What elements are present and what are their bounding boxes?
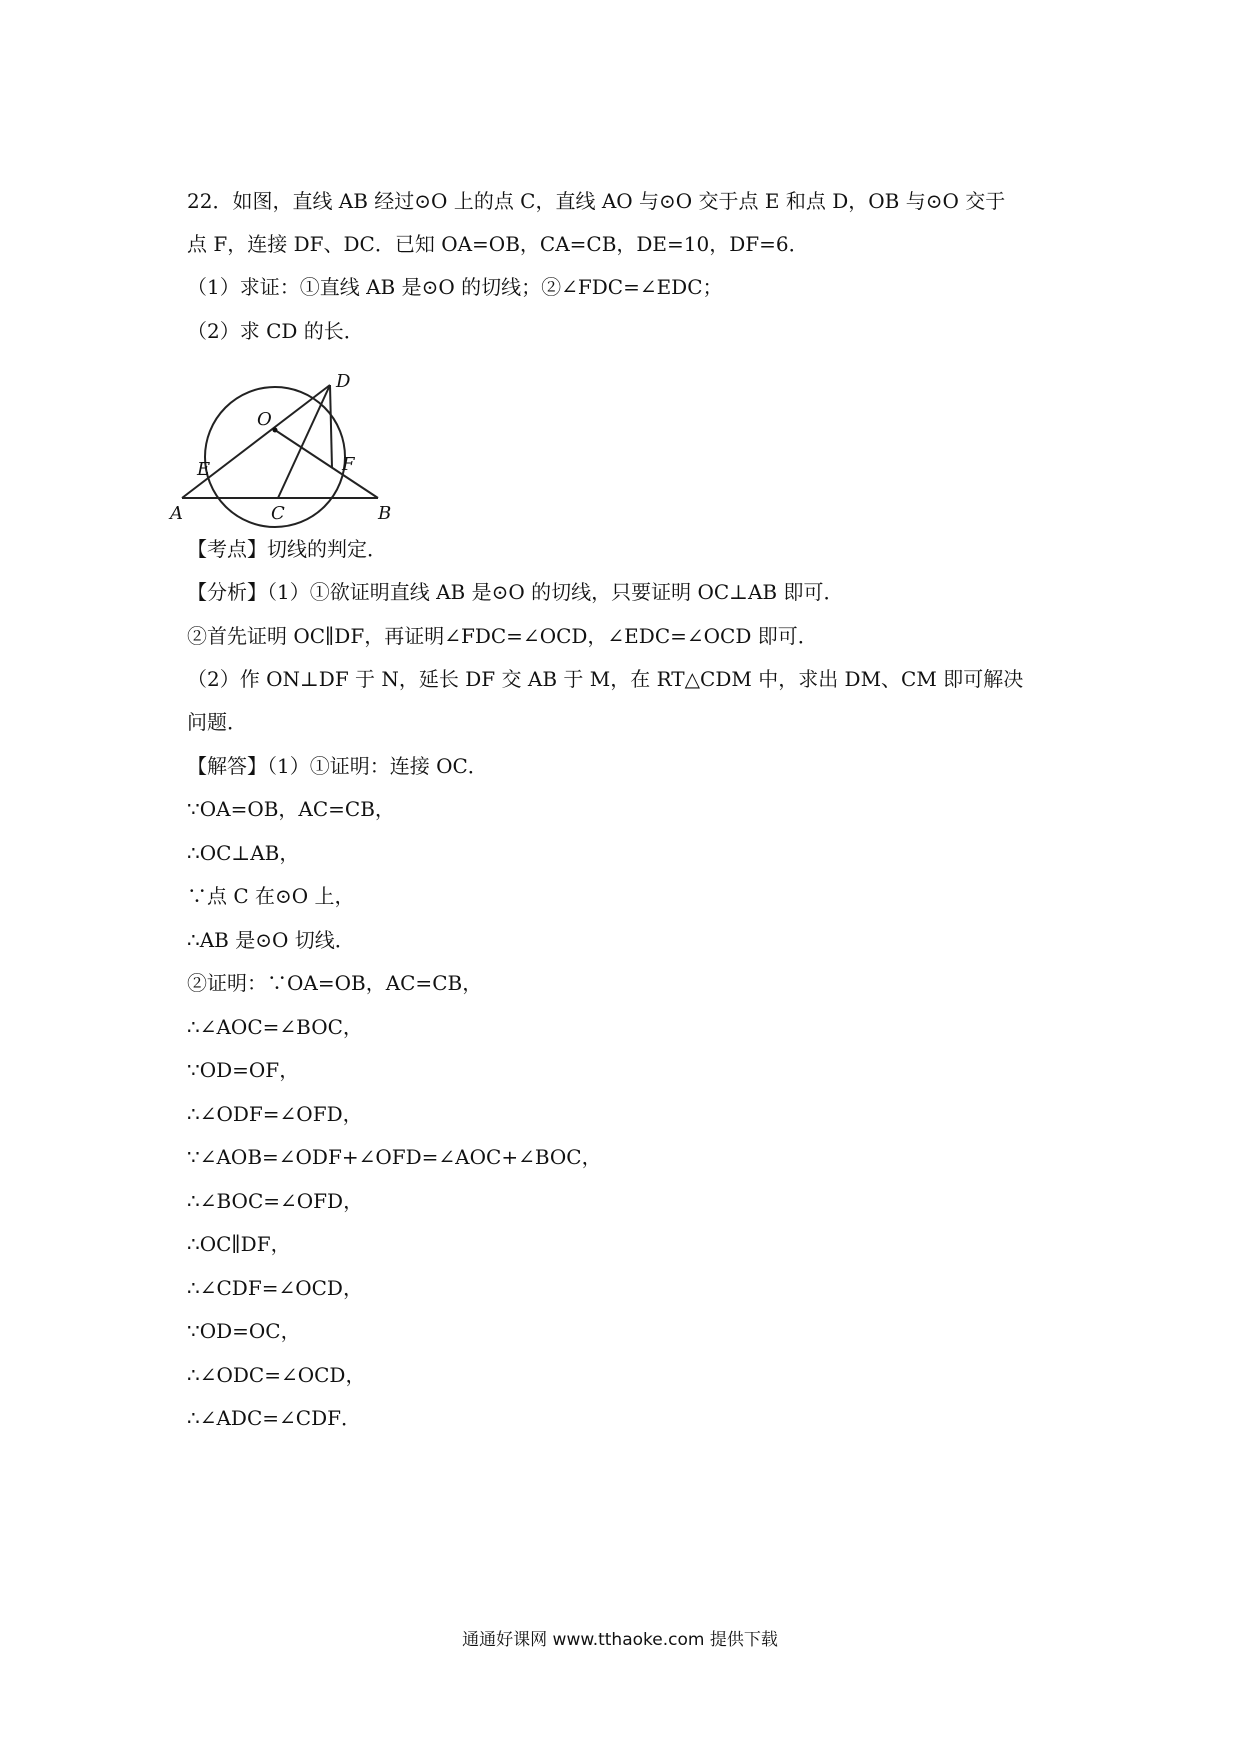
- label-c: C: [271, 503, 285, 524]
- step-line: ∴∠BOC=∠OFD，: [187, 1189, 364, 1213]
- step-line: ∵点 C 在⊙O 上，: [187, 884, 355, 908]
- label-e: E: [197, 459, 211, 480]
- question-2: （2）求 CD 的长．: [187, 319, 364, 343]
- label-o: O: [257, 409, 272, 430]
- kaodian: 【考点】切线的判定．: [187, 537, 387, 561]
- jieda: 【解答】（1）①证明：连接 OC．: [187, 754, 488, 778]
- step-line: ∴∠ADC=∠CDF．: [187, 1406, 361, 1430]
- step-line: ∴∠AOC=∠BOC，: [187, 1015, 363, 1039]
- fenxi-4: 问题．: [187, 710, 247, 734]
- step-line: ∵OA=OB，AC=CB，: [187, 797, 395, 821]
- label-b: B: [378, 503, 392, 524]
- step-line: ∴∠ODC=∠OCD，: [187, 1363, 366, 1387]
- fenxi-2: ②首先证明 OC∥DF，再证明∠FDC=∠OCD，∠EDC=∠OCD 即可．: [187, 624, 818, 648]
- problem-line-2: 点 F，连接 DF、DC．已知 OA=OB，CA=CB，DE=10，DF=6．: [187, 232, 809, 256]
- step-line: ∴OC∥DF，: [187, 1232, 291, 1256]
- label-f: F: [342, 454, 355, 475]
- step-line: ∵OD=OF，: [187, 1058, 300, 1082]
- line-ad: [182, 385, 330, 498]
- footer-source: 通通好课网 www.tthaoke.com 提供下载: [462, 1630, 778, 1650]
- geometry-diagram: [170, 371, 430, 595]
- step-line: ∴OC⊥AB，: [187, 841, 300, 865]
- label-a: A: [170, 503, 183, 524]
- step-line: ∵∠AOB=∠ODF+∠OFD=∠AOC+∠BOC，: [187, 1145, 602, 1169]
- label-d: D: [336, 371, 351, 392]
- line-df: [330, 385, 332, 468]
- problem-line-1: 22．如图，直线 AB 经过⊙O 上的点 C，直线 AO 与⊙O 交于点 E 和点 D，OB 与⊙O 交于: [187, 189, 1006, 213]
- line-dc: [278, 385, 330, 498]
- fenxi-3: （2）作 ON⊥DF 于 N，延长 DF 交 AB 于 M，在 RT△CDM 中，求出 DM、CM 即可解决: [187, 667, 1024, 691]
- step-line: ∴∠CDF=∠OCD，: [187, 1276, 363, 1300]
- step-line: ∴AB 是⊙O 切线．: [187, 928, 355, 952]
- line-ob: [275, 430, 378, 498]
- point-o: [273, 428, 278, 433]
- step-line: ∴∠ODF=∠OFD，: [187, 1102, 363, 1126]
- step-line: ②证明：∵OA=OB，AC=CB，: [187, 971, 483, 995]
- question-1: （1）求证：①直线 AB 是⊙O 的切线；②∠FDC=∠EDC；: [187, 275, 723, 299]
- step-line: ∵OD=OC，: [187, 1319, 301, 1343]
- fenxi-1: 【分析】（1）①欲证明直线 AB 是⊙O 的切线，只要证明 OC⊥AB 即可．: [187, 580, 844, 604]
